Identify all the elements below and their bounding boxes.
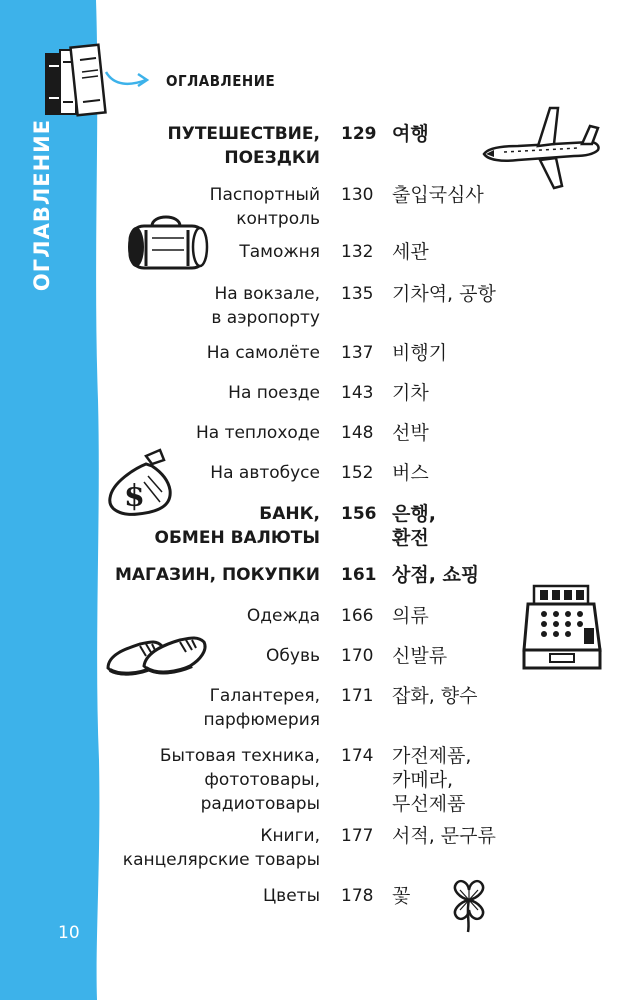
toc-entry-russian	[228, 381, 320, 405]
toc-entry-korean	[392, 421, 429, 445]
toc-entry-korean-line: 가전제품,	[392, 745, 472, 767]
airplane-icon	[478, 102, 606, 190]
toc-entry-korean-line: 세관	[392, 241, 429, 263]
toc-entry-russian-line: На поезде	[228, 383, 320, 403]
toc-entry-russian	[239, 240, 320, 264]
toc-entry-page: 130	[341, 185, 374, 205]
books-icon	[40, 38, 110, 118]
toc-entry-korean-line: 여행	[392, 123, 429, 145]
toc-entry-russian-line: На автобусе	[210, 463, 320, 483]
toc-entry-korean	[392, 341, 447, 365]
toc-entry-page: 178	[341, 886, 374, 906]
toc-entry-russian-line: ПОЕЗДКИ	[224, 148, 320, 168]
toc-entry-page: 174	[341, 746, 374, 766]
toc-entry-page: 161	[341, 565, 377, 585]
toc-entry-korean-line: 선박	[392, 422, 429, 444]
toc-entry-korean	[392, 744, 471, 816]
toc-entry-page: 170	[341, 646, 374, 666]
toc-entry-korean	[392, 381, 429, 405]
toc-entry-page: 132	[341, 242, 374, 262]
toc-entry-russian-line: контроль	[236, 209, 320, 229]
toc-entry-russian	[207, 341, 320, 365]
page-number: 10	[58, 923, 80, 943]
toc-entry-korean-line: 신발류	[392, 645, 448, 667]
shoes-icon	[104, 626, 212, 684]
toc-entry-korean-line: 의류	[392, 605, 429, 627]
toc-entry-russian	[160, 744, 320, 816]
toc-entry-korean-line: 꽃	[392, 885, 411, 907]
toc-entry-korean-line: 환전	[392, 527, 429, 549]
toc-entry-page: 129	[341, 124, 377, 144]
svg-text:$: $	[124, 479, 145, 514]
section-heading: ОГЛАВЛЕНИЕ	[166, 72, 276, 90]
toc-entry-page: 152	[341, 463, 374, 483]
toc-entry-russian-line: Обувь	[266, 646, 320, 666]
toc-entry-russian	[115, 563, 320, 587]
toc-entry-page: 137	[341, 343, 374, 363]
toc-entry-russian	[123, 824, 320, 872]
toc-entry-korean	[392, 122, 429, 146]
toc-entry-korean-line: 기차	[392, 382, 429, 404]
toc-entry-russian-line: фототовары,	[204, 770, 320, 790]
toc-entry-russian-line: На теплоходе	[195, 423, 320, 443]
toc-entry-page: 135	[341, 284, 374, 304]
toc-entry-page: 143	[341, 383, 374, 403]
toc-entry-russian-line: МАГАЗИН, ПОКУПКИ	[114, 565, 320, 585]
toc-entry-korean-line: 무선제품	[392, 793, 466, 815]
toc-entry-korean	[392, 563, 479, 587]
toc-entry-russian	[155, 502, 320, 550]
toc-entry-korean	[392, 282, 496, 306]
toc-entry-korean	[392, 461, 429, 485]
toc-entry-russian-line: Таможня	[239, 242, 320, 262]
toc-entry-russian-line: На вокзале,	[214, 284, 320, 304]
toc-entry-russian-line: канцелярские товары	[122, 850, 320, 870]
toc-entry-russian	[210, 461, 320, 485]
clover-icon	[446, 876, 492, 934]
toc-entry-russian-line: ОБМЕН ВАЛЮТЫ	[154, 528, 320, 548]
toc-entry-korean	[392, 502, 436, 550]
toc-entry-korean-line: 카메라,	[392, 769, 454, 791]
toc-entry-russian-line: Цветы	[262, 886, 320, 906]
toc-entry-page: 171	[341, 686, 374, 706]
toc-entry-page: 156	[341, 504, 377, 524]
toc-entry-page: 166	[341, 606, 374, 626]
toc-entry-korean	[392, 644, 447, 668]
money-bag-icon	[102, 448, 178, 518]
toc-entry-russian-line: в аэропорту	[211, 308, 320, 328]
toc-entry-russian	[211, 282, 320, 330]
toc-entry-russian	[247, 604, 320, 628]
toc-entry-korean-line: 기차역, 공항	[392, 283, 496, 305]
toc-entry-korean	[392, 824, 496, 848]
toc-entry-korean-line: 출입국심사	[392, 184, 484, 206]
toc-entry-korean	[392, 684, 478, 708]
toc-entry-russian	[210, 183, 320, 231]
toc-entry-korean	[392, 884, 410, 908]
toc-entry-russian-line: Одежда	[246, 606, 320, 626]
toc-entry-korean-line: 상점, 쇼핑	[392, 564, 480, 586]
toc-entry-russian-line: На самолёте	[206, 343, 320, 363]
toc-entry-russian	[203, 684, 320, 732]
cash-register-icon	[520, 580, 604, 672]
toc-entry-page: 177	[341, 826, 374, 846]
toc-entry-russian-line: ПУТЕШЕСТВИЕ,	[167, 124, 320, 144]
toc-entry-korean-line: 비행기	[392, 342, 448, 364]
toc-entry-korean-line: 은행,	[392, 503, 436, 525]
toc-entry-korean	[392, 183, 484, 207]
toc-entry-page: 148	[341, 423, 374, 443]
toc-entry-korean	[392, 604, 429, 628]
toc-entry-russian	[168, 122, 321, 170]
toc-entry-korean-line: 서적, 문구류	[392, 825, 496, 847]
toc-entry-russian-line: БАНК,	[259, 504, 320, 524]
toc-entry-korean-line: 버스	[392, 462, 429, 484]
duffel-bag-icon	[122, 208, 212, 272]
arrow-icon	[104, 66, 150, 94]
toc-entry-russian-line: Паспортный	[209, 185, 320, 205]
toc-entry-russian-line: парфюмерия	[203, 710, 320, 730]
toc-entry-russian-line: Бытовая техника,	[159, 746, 320, 766]
toc-entry-russian	[263, 884, 320, 908]
toc-entry-russian-line: Книги,	[260, 826, 320, 846]
toc-entry-russian	[196, 421, 320, 445]
toc-entry-russian-line: Галантерея,	[209, 686, 320, 706]
toc-entry-korean	[392, 240, 429, 264]
toc-entry-korean-line: 잡화, 향수	[392, 685, 478, 707]
toc-entry-russian-line: радиотовары	[200, 794, 320, 814]
toc-entry-russian	[266, 644, 320, 668]
